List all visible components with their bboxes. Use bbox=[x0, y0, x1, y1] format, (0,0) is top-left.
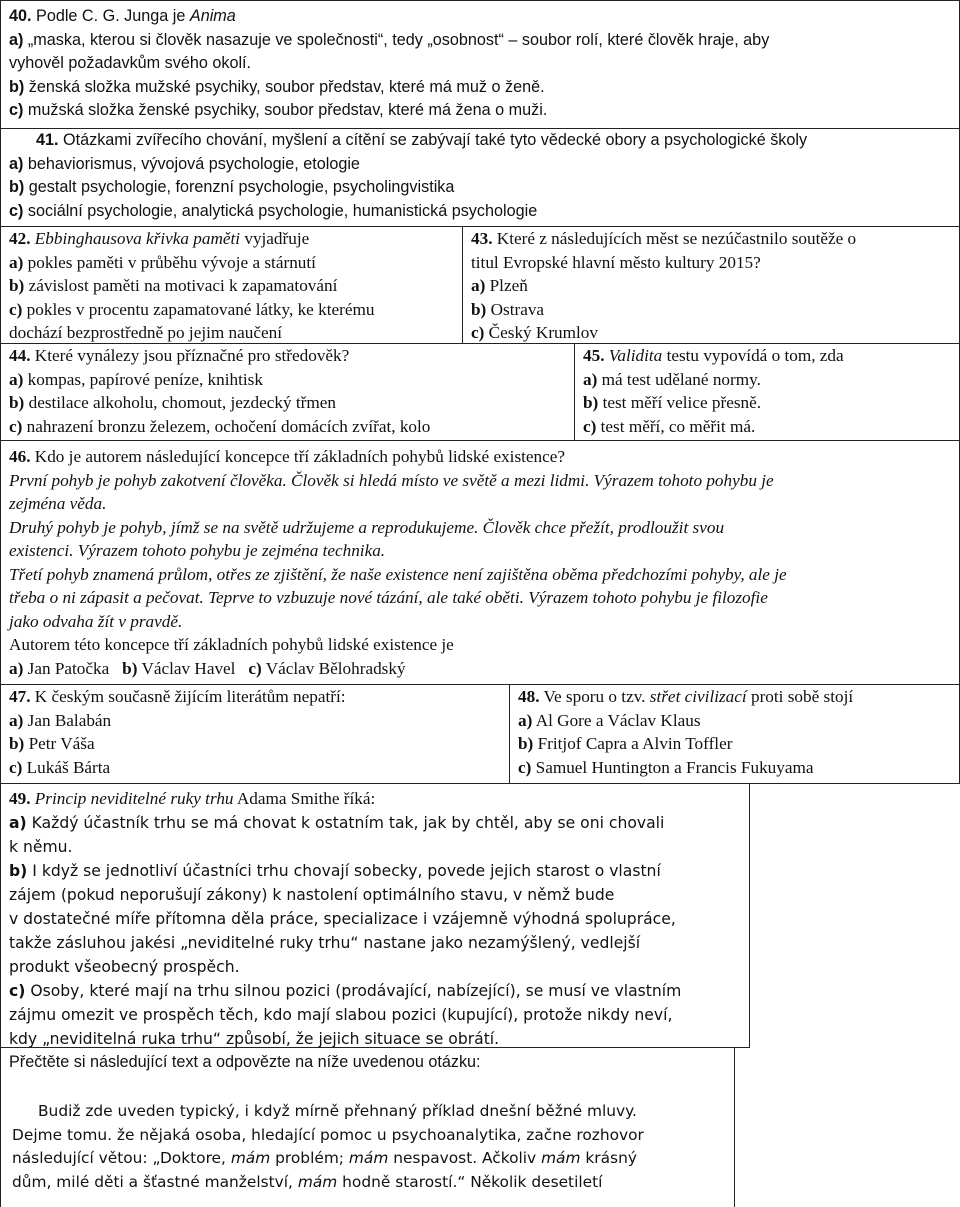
passage-line: První pohyb je pohyb zakotvení člověka. Člověk si hledá místo ve světě a mezi lidmi. Výrazem tohoto pohybu je bbox=[9, 470, 774, 490]
option-b-cont: zájem (pokud neporušují zákony) k nastolení optimálního stavu, v němž bude bbox=[9, 885, 615, 904]
option-c: c) Lukáš Bárta bbox=[9, 757, 111, 777]
question-number: 47. bbox=[9, 687, 31, 706]
option-c: c) Osoby, které mají na trhu silnou pozici (prodávající, nabízející), se musí ve vlastním bbox=[9, 981, 682, 1000]
question-43 bbox=[462, 226, 960, 344]
passage-line: existenci. Výrazem tohoto pohybu je zejména technika. bbox=[9, 541, 386, 560]
question-text: Podle C. G. Junga je bbox=[36, 7, 186, 25]
question-number: 45. bbox=[583, 346, 605, 365]
option-c: c) sociální psychologie, analytická psychologie, humanistická psychologie bbox=[9, 201, 538, 220]
closing-question: Autorem této koncepce tří základních pohybů lidské existence je bbox=[9, 635, 454, 654]
option-b: b) ženská složka mužské psychiky, soubor představ, které má muž o ženě. bbox=[9, 77, 545, 96]
question-text: Ve sporu o tzv. bbox=[543, 687, 646, 706]
question-text: Adama Smithe říká: bbox=[236, 789, 376, 808]
option-b-cont: takže zásluhou jakési „neviditelné ruky trhu“ nastane jako nezamýšlený, vedlejší bbox=[9, 933, 641, 952]
passage-line: třeba o ni zápasit a pečovat. Teprve to vzbuzuje nové tázání, ale také oběti. Výrazem tohoto pohybu je filozofie bbox=[9, 588, 768, 607]
option-b: b) destilace alkoholu, chomout, jezdecký třmen bbox=[9, 393, 336, 412]
question-term: střet civilizací bbox=[649, 687, 747, 706]
question-text: Které z následujících měst se nezúčastnilo soutěže o bbox=[496, 229, 857, 248]
question-44 bbox=[0, 343, 575, 441]
question-text-cont: titul Evropské hlavní město kultury 2015? bbox=[471, 252, 761, 272]
question-number: 41. bbox=[36, 131, 59, 149]
option-b: b) Fritjof Capra a Alvin Toffler bbox=[518, 734, 733, 753]
option-a: a) „maska, kterou si člověk nasazuje ve společnosti“, tedy „osobnost“ – soubor rolí, které člověk hraje, aby bbox=[9, 30, 770, 49]
passage-line: dům, milé děti a šťastné manželství, mám hodně starostí.“ Několik desetiletí bbox=[12, 1172, 603, 1191]
question-number: 48. bbox=[518, 687, 540, 706]
options-row: a) Jan Patočka b) Václav Havel c) Václav Bělohradský bbox=[9, 658, 406, 678]
question-40 bbox=[0, 0, 960, 129]
option-a: a) Al Gore a Václav Klaus bbox=[518, 710, 701, 730]
question-41 bbox=[0, 128, 960, 227]
question-42 bbox=[0, 226, 463, 344]
question-text: vyjadřuje bbox=[244, 229, 310, 248]
question-term: Princip neviditelné ruky trhu bbox=[34, 789, 234, 808]
question-49 bbox=[0, 783, 750, 1048]
option-c: c) Samuel Huntington a Francis Fukuyama bbox=[518, 757, 814, 777]
reading-instruction: Přečtěte si následující text a odpovězte na níže uvedenou otázku: bbox=[9, 1053, 481, 1071]
passage-line: Třetí pohyb znamená průlom, otřes ze zjištění, že naše existence není zajištěna oběma předchozími pohyby, ale je bbox=[9, 564, 787, 584]
question-text: K českým současně žijícím literátům nepatří: bbox=[34, 687, 346, 706]
question-46 bbox=[0, 440, 960, 685]
option-c-cont: dochází bezprostředně po jejim naučení bbox=[9, 323, 282, 342]
option-b-cont: v dostatečné míře přítomna děla práce, specializace i vzájemně výhodná spolupráce, bbox=[9, 909, 676, 928]
option-c: c) pokles v procentu zapamatované látky, ke kterému bbox=[9, 299, 375, 319]
question-text: Otázkami zvířecího chování, myšlení a cítění se zabývají také tyto vědecké obory a psychologické školy bbox=[63, 131, 808, 149]
question-number: 43. bbox=[471, 229, 493, 248]
option-b: Václav Havel bbox=[141, 658, 236, 678]
option-c: Václav Bělohradský bbox=[265, 658, 406, 678]
option-b: b) Ostrava bbox=[471, 299, 545, 319]
option-c-cont: zájmu omezit ve prospěch těch, kdo mají slabou pozici (kupující), protože nikdy neví, bbox=[9, 1005, 673, 1024]
option-c: c) mužská složka ženské psychiky, soubor představ, které má žena o muži. bbox=[9, 101, 548, 119]
reading-passage bbox=[12, 1100, 644, 1194]
option-a: a) Jan Balabán bbox=[9, 710, 112, 730]
question-48: 48. Ve sporu o tzv. střet civilizací proti sobě stojí a) Al Gore a Václav Klaus b) Fritjof Capra a Alvin Toffler c) Samuel Huntington a Francis Fukuyama bbox=[509, 684, 960, 784]
question-text: Které vynálezy jsou příznačné pro středověk? bbox=[34, 346, 350, 365]
question-45 bbox=[574, 343, 960, 441]
option-a: a) Plzeň bbox=[471, 276, 528, 295]
option-b: b) Petr Váša bbox=[9, 734, 95, 753]
question-text: Kdo je autorem následující koncepce tří základních pohybů lidské existence? bbox=[34, 447, 566, 466]
option-a-cont: k němu. bbox=[9, 837, 73, 856]
question-number: 40. bbox=[9, 7, 32, 25]
option-b: b) gestalt psychologie, forenzní psychologie, psycholingvistika bbox=[9, 178, 455, 196]
passage-line: Druhý pohyb je pohyb, jímž se na světě udržujeme a reprodukujeme. Člověk chce přežít, prodloužit svou bbox=[9, 517, 725, 537]
option-a: a) pokles paměti v průběhu vývoje a stárnutí bbox=[9, 252, 316, 272]
question-term: Anima bbox=[189, 7, 236, 25]
question-47 bbox=[0, 684, 510, 784]
option-b: b) test měří velice přesně. bbox=[583, 393, 762, 412]
passage-line: Budiž zde uveden typický, i když mírně přehnaný příklad dnešní běžné mluvy. bbox=[38, 1102, 637, 1120]
question-term: Validita bbox=[608, 346, 663, 365]
option-c: c) test měří, co měřit má. bbox=[583, 416, 756, 436]
passage-line: zejména věda. bbox=[9, 494, 107, 513]
passage-line: jako odvaha žít v pravdě. bbox=[9, 611, 183, 631]
question-term: Ebbinghausova křivka paměti bbox=[34, 229, 241, 248]
question-number: 49. bbox=[9, 789, 31, 808]
option-b-cont: produkt všeobecný prospěch. bbox=[9, 957, 240, 976]
option-a: a) behaviorismus, vývojová psychologie, etologie bbox=[9, 154, 360, 173]
passage-line: Dejme tomu. že nějaká osoba, hledající pomoc u psychoanalytika, začne rozhovor bbox=[12, 1125, 644, 1144]
option-c-cont: kdy „neviditelná ruka trhu“ způsobí, že jejich situace se obrátí. bbox=[9, 1029, 500, 1048]
option-a: a) má test udělané normy. bbox=[583, 369, 761, 389]
option-a: a) Každý účastník trhu se má chovat k ostatním tak, jak by chtěl, aby se oni chovali bbox=[9, 813, 665, 832]
option-b: b) I když se jednotliví účastníci trhu chovají sobecky, povede jejich starost o vlastní bbox=[9, 861, 661, 880]
question-number: 46. bbox=[9, 447, 31, 466]
question-number: 44. bbox=[9, 346, 31, 365]
reading-section bbox=[0, 1047, 735, 1207]
option-a: a) kompas, papírové peníze, knihtisk bbox=[9, 369, 263, 389]
question-text: testu vypovídá o tom, zda bbox=[666, 346, 844, 365]
passage-line: následující větou: „Doktore, mám problém; mám nespavost. Ačkoliv mám krásný bbox=[12, 1149, 637, 1167]
option-c: c) Český Krumlov bbox=[471, 323, 598, 342]
option-a-cont: vyhověl požadavkům svého okolí. bbox=[9, 54, 252, 72]
option-c: c) nahrazení bronzu železem, ochočení domácích zvířat, kolo bbox=[9, 416, 431, 436]
question-number: 42. bbox=[9, 229, 31, 248]
option-a: Jan Patočka bbox=[27, 658, 110, 678]
option-b: b) závislost paměti na motivaci k zapamatování bbox=[9, 276, 338, 295]
